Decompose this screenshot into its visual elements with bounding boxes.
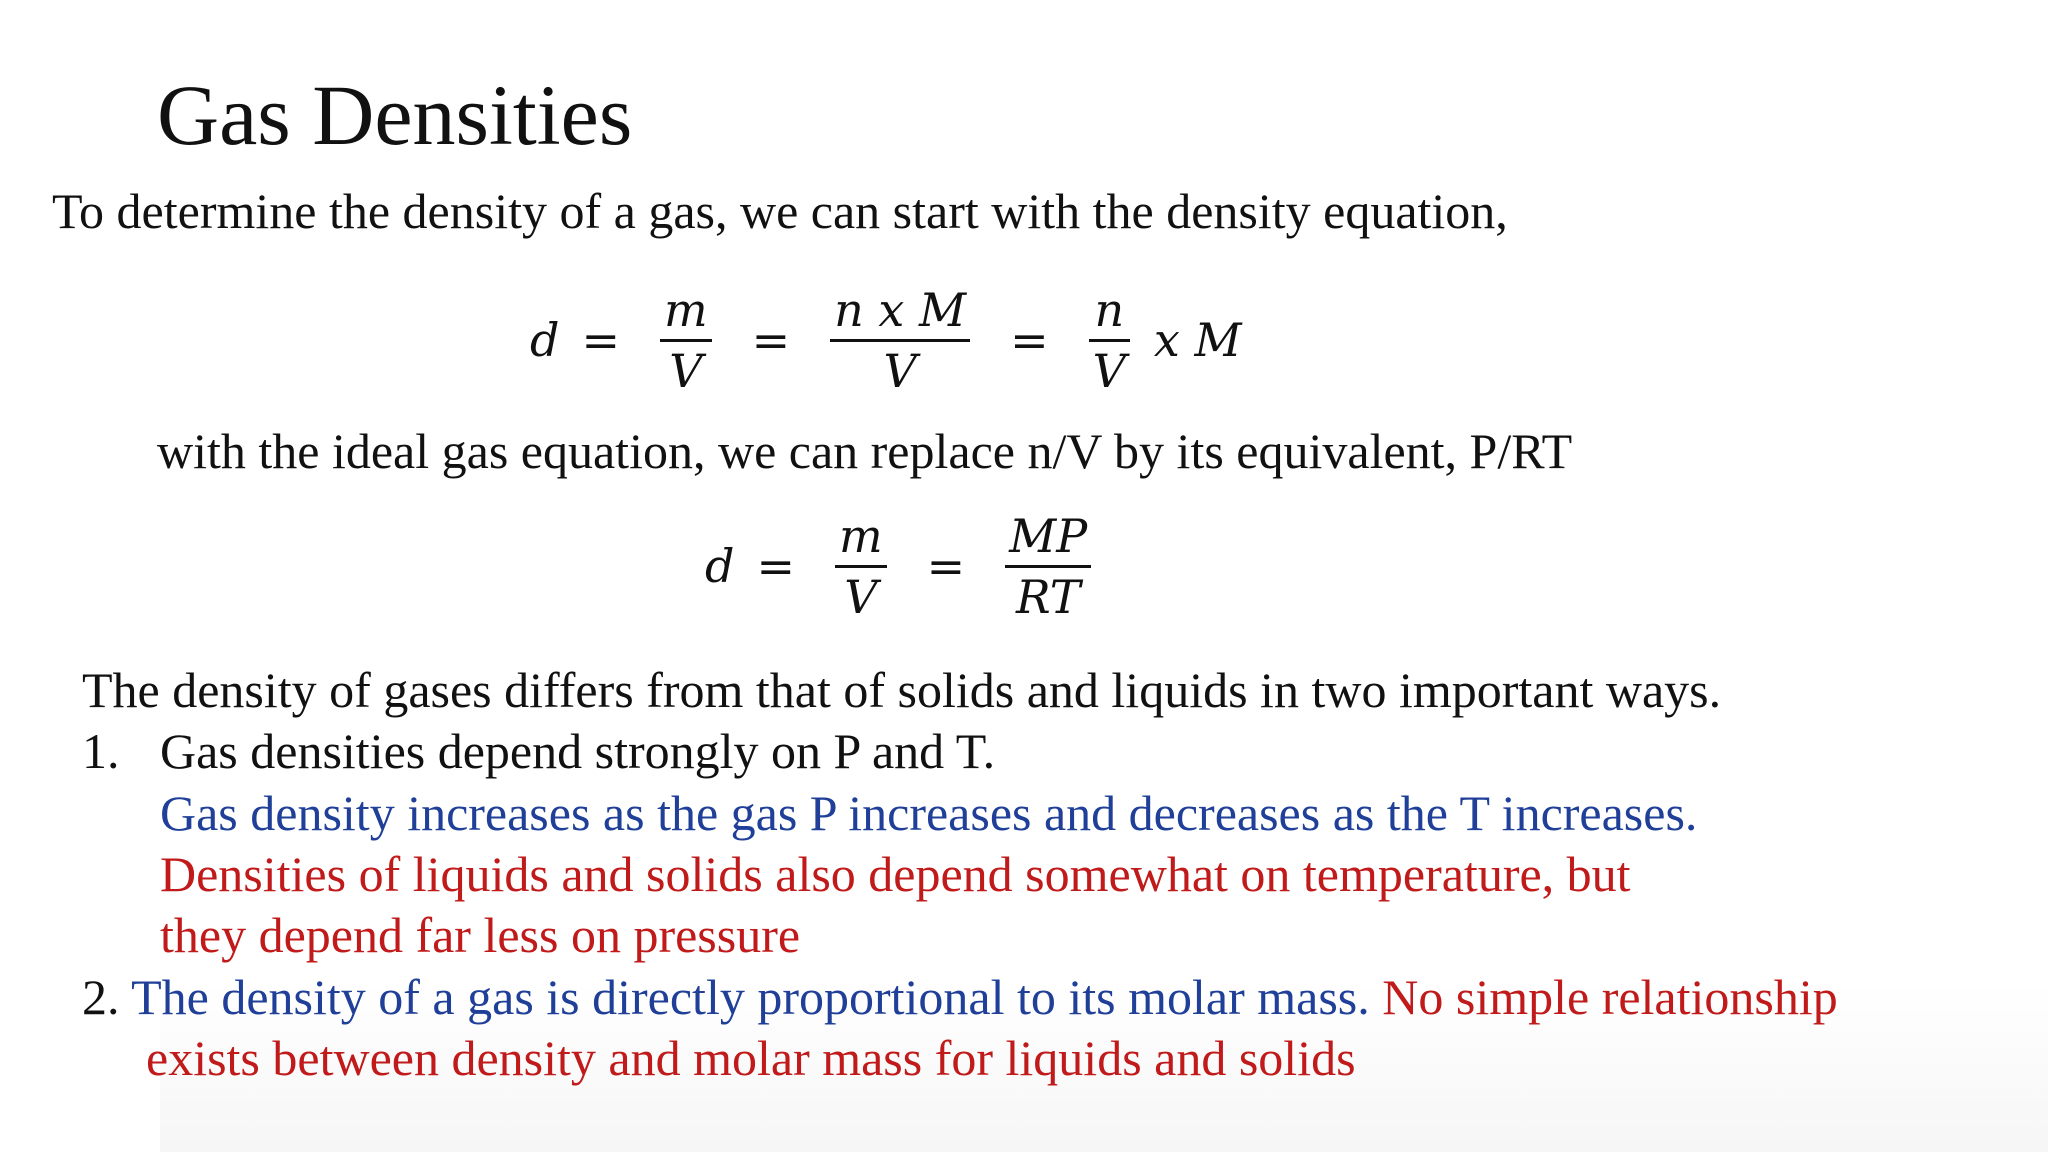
eq2-f2-numerator: MP	[1009, 508, 1088, 563]
eq1-f1-denominator: V	[669, 343, 703, 398]
point2-line	[82, 966, 1838, 1028]
eq1-equals-1: =	[581, 313, 620, 367]
eq1-f2-numerator: n x M	[834, 282, 967, 337]
point2-number: 2.	[82, 969, 120, 1025]
point1-blue-line: Gas density increases as the gas P increases and decreases as the T increases.	[160, 785, 1698, 841]
eq2-fraction-mp-over-rt	[1005, 507, 1091, 626]
eq1-fraction-n-over-v	[1089, 281, 1130, 400]
eq2-f1-denominator: V	[844, 569, 878, 624]
point1-red-line-2: they depend far less on pressure	[160, 907, 801, 963]
eq2-f1-numerator: m	[839, 508, 883, 563]
eq1-equals-3: =	[1010, 313, 1049, 367]
eq1-lhs: d	[530, 313, 560, 367]
eq1-fraction-nm-over-v	[830, 281, 970, 400]
differs-text: The density of gases differs from that of solids and liquids in two important ways.	[82, 662, 1722, 718]
ideal-gas-text: with the ideal gas equation, we can replace n/V by its equivalent, P/RT	[157, 423, 1573, 479]
eq1-fraction-m-over-v	[660, 281, 712, 400]
intro-text: To determine the density of a gas, we can start with the density equation,	[52, 183, 1508, 239]
eq2-fraction-m-over-v	[835, 507, 887, 626]
point2-red-text: No simple relationship	[1382, 969, 1838, 1025]
eq2-lhs: d	[705, 539, 735, 593]
point2-blue-text: The density of a gas is directly proportional to its molar mass.	[131, 969, 1370, 1025]
density-ideal-gas-equation	[705, 496, 1109, 636]
eq2-equals-2: =	[926, 539, 966, 593]
eq1-f3-denominator: V	[1092, 343, 1126, 398]
point2-red-line-2: exists between density and molar mass for liquids and solids	[146, 1030, 1356, 1086]
eq2-equals-1: =	[756, 539, 795, 593]
point1-text: Gas densities depend strongly on P and T.	[160, 723, 996, 779]
eq2-f2-denominator: RT	[1015, 569, 1081, 624]
point1-red-line-1: Densities of liquids and solids also depend somewhat on temperature, but	[160, 846, 1631, 902]
slide-title: Gas Densities	[157, 67, 633, 163]
eq1-tail: x M	[1153, 313, 1242, 367]
density-equation	[530, 270, 1242, 410]
eq1-f3-numerator: n	[1094, 282, 1125, 337]
eq1-f2-denominator: V	[883, 343, 917, 398]
eq1-equals-2: =	[751, 313, 791, 367]
eq1-f1-numerator: m	[664, 282, 708, 337]
point1-number: 1.	[82, 723, 120, 779]
